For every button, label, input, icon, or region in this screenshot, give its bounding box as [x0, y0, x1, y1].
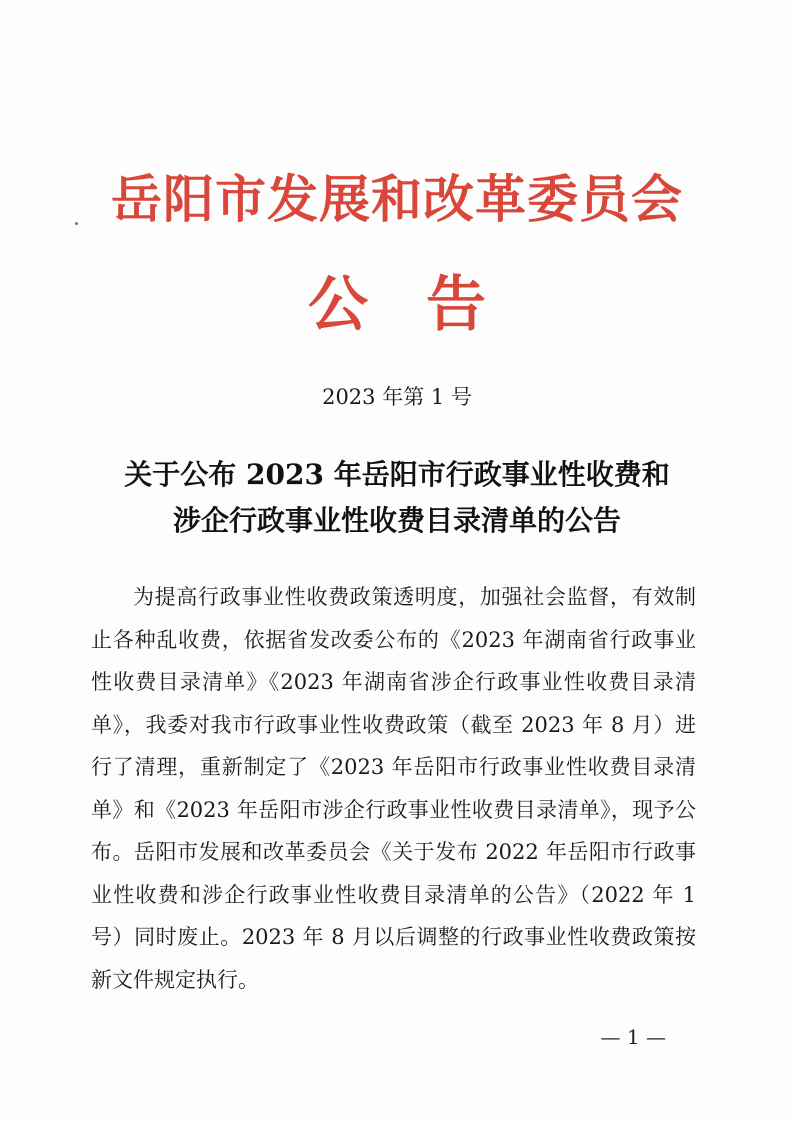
announcement-title-line-2: 涉企行政事业性收费目录清单的公告 — [172, 504, 621, 537]
issuing-organization: 岳阳市发展和改革委员会 — [110, 170, 683, 230]
page-number: — 1 — — [600, 1025, 666, 1049]
body-paragraph: 为提高行政事业性收费政策透明度，加强社会监督，有效制止各种乱收费，依据省发改委公布的《2023 年湖南省行政事业性收费目录清单》《2023 年湖南省涉企行政事业性收费目录清单》，我委对我市行政事业性收费政策（截至 2023 年 8 月）进行了清理，重新制定了《2023 年岳阳市行政事业性收费目录清单》和《2023 年岳阳市涉企行政事业性收费目录清单》，现予公布。岳阳市发展和改革委员会《关于发布 2022 年岳阳市行政事业性收费和涉企行政事业性收费目录清单的公告》（2022 年 1 号）同时废止。2023 年 8 月以后调整的行政事业性收费政策按新文件规定执行。 — [91, 585, 696, 992]
announcement-title — [60, 452, 734, 544]
document-number: 2023 年第 1 号 — [322, 385, 472, 409]
announcement-body — [91, 576, 696, 1001]
announcement-title-line-1: 关于公布 2023 年岳阳市行政事业性收费和 — [124, 458, 670, 491]
document-type-heading: 公告 — [308, 270, 544, 340]
